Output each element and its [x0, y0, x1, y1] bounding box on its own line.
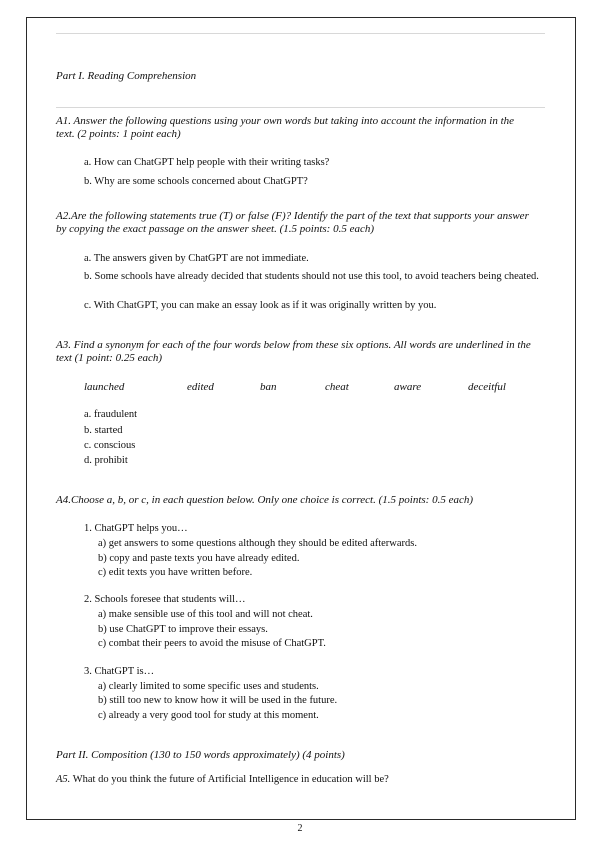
part2-title: Part II. Composition (130 to 150 words approximately) (4 points) [56, 749, 345, 761]
a2-item-c: c. With ChatGPT, you can make an essay look as if it was originally written by you. [84, 300, 437, 311]
a4-q1-choice: a) get answers to some questions although they should be edited afterwards. [98, 538, 418, 549]
a4-q1-stem: 1. ChatGPT helps you… [84, 523, 188, 534]
a2-item-b: b. Some schools have already decided that students should not use this tool, to avoid teachers being cheated. [84, 271, 539, 282]
a4-q2-stem: 2. Schools foresee that students will… [84, 594, 246, 605]
section-divider [56, 107, 545, 108]
a3-word: edited [187, 381, 214, 393]
a1-item-a: a. How can ChatGPT help people with their writing tasks? [84, 157, 330, 168]
a4-q3-choice: b) still too new to know how it will be used in the future. [98, 695, 338, 706]
a3-word: cheat [325, 381, 349, 393]
a5-label: A5. [56, 774, 71, 785]
a4-q1-choice: b) copy and paste texts you have already edited. [98, 553, 300, 564]
a2-instruction: A2.Are the following statements true (T) or false (F)? Identify the part of the text that supports your answer by copying the exact passage on the answer sheet. (1.5 points: 0.5 each) [56, 210, 529, 235]
part1-title: Part I. Reading Comprehension [56, 70, 197, 82]
a4-q2-choice: a) make sensible use of this tool and will not cheat. [98, 609, 313, 620]
a3-option: a. fraudulent [84, 409, 138, 420]
a3-word: launched [84, 381, 125, 393]
a3-word: ban [260, 381, 277, 393]
a1-instruction: A1. Answer the following questions using your own words but taking into account the information in the text. (2 points: 1 point each) [56, 115, 515, 140]
a3-option: c. conscious [84, 440, 136, 451]
a4-q2-choice: b) use ChatGPT to improve their essays. [98, 624, 268, 635]
a3-instruction: A3. Find a synonym for each of the four words below from these six options. All words are underlined in the text (1 point: 0.25 each) [56, 339, 531, 364]
a5-text: What do you think the future of Artificial Intelligence in education will be? [70, 774, 389, 785]
a3-option: d. prohibit [84, 455, 128, 466]
a4-q3-choice: c) already a very good tool for study at this moment. [98, 710, 319, 721]
a2-item-a: a. The answers given by ChatGPT are not immediate. [84, 253, 309, 264]
a4-q3-stem: 3. ChatGPT is… [84, 666, 155, 677]
a1-item-b: b. Why are some schools concerned about ChatGPT? [84, 176, 308, 187]
a3-word: deceitful [468, 381, 506, 393]
a3-option: b. started [84, 425, 123, 436]
a3-word: aware [394, 381, 422, 393]
page-number: 2 [297, 823, 303, 834]
a4-instruction: A4.Choose a, b, or c, in each question below. Only one choice is correct. (1.5 points: 0.5 each) [56, 494, 473, 506]
header-rule [56, 33, 545, 34]
a4-q1-choice: c) edit texts you have written before. [98, 567, 253, 578]
a4-q2-choice: c) combat their peers to avoid the misuse of ChatGPT. [98, 638, 326, 649]
a5-question [56, 773, 389, 786]
a4-q3-choice: a) clearly limited to some specific uses and students. [98, 681, 319, 692]
